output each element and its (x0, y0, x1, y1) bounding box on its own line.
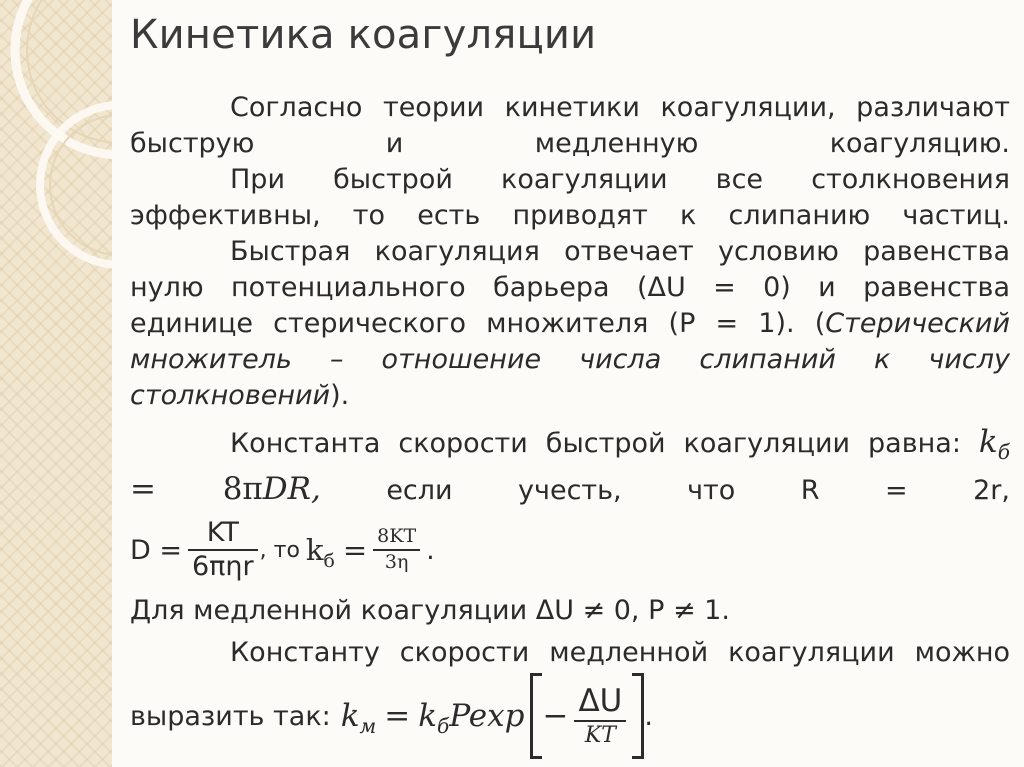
p6-line2 (130, 671, 1010, 761)
p3-line5 (130, 378, 1010, 414)
slide-title: Кинетика коагуляции (130, 12, 597, 58)
k-fast-result: $k_б$ (305, 533, 335, 572)
exp-numerator: ΔU (578, 683, 623, 720)
pexp-term: Pexp (449, 698, 525, 734)
p3-line5-plain: ). (330, 380, 350, 411)
d-fraction (188, 516, 258, 582)
k-fast-equals: = (342, 533, 368, 567)
cond-word-6: 2r, (973, 475, 1010, 506)
exp-fraction (574, 685, 626, 747)
p4-line3 (130, 513, 1010, 587)
k-slow-equals: = (384, 698, 411, 734)
cond-word-3: что (687, 475, 736, 506)
p3-line4-italic: множитель – отношение числа слипаний к числу (130, 344, 1010, 375)
p1-line1: Согласно теории кинетики коагуляции, различают (230, 92, 1010, 123)
to-word: , то (259, 537, 300, 563)
d-fraction-denominator: 6πηr (192, 551, 254, 582)
p5-line: Для медленной коагуляции ΔU ≠ 0, P ≠ 1. (130, 595, 730, 626)
p1-line2: быструю и медленную коагуляцию. (130, 128, 1010, 159)
right-square-bracket (632, 673, 644, 759)
k-fast-factor: $k_б$ (418, 698, 450, 739)
p3-line3 (130, 306, 1010, 342)
p4-line1 (130, 420, 1010, 467)
fast-constant-equation: = 8πDR, (130, 471, 321, 507)
exp-denominator: KT (584, 722, 616, 748)
formula-end: . (644, 700, 653, 732)
p3-line2: нулю потенциального барьера (ΔU = 0) и равенства (130, 272, 1010, 303)
p3-line3-plain: единице стерического множителя (P = 1). ( (130, 308, 826, 339)
fast-constant-block (130, 420, 1010, 587)
p3-line5-italic: столкновений (130, 380, 331, 411)
p6-lead: выразить так: (130, 700, 331, 732)
cond-word-1: если (386, 475, 453, 506)
cond-word-2: учесть, (518, 475, 622, 506)
p4-lead: Константа скорости быстрой коагуляции равна: (230, 428, 961, 459)
p2-line2: эффективны, то есть приводят к слипанию частиц. (130, 200, 1010, 231)
k-fast-fraction (373, 527, 420, 573)
p3-line1: Быстрая коагуляция отвечает условию равенства (230, 236, 1010, 267)
exp-bar (574, 720, 626, 722)
left-square-bracket (530, 673, 542, 759)
k-fast-numerator: 8KT (377, 525, 417, 548)
cond-word-5: = (884, 475, 908, 506)
d-fraction-numerator: KT (206, 516, 239, 548)
minus-sign: − (542, 698, 569, 734)
k-fast-denominator: 3η (384, 551, 409, 573)
slide-body (130, 90, 1010, 761)
exp-bracket (530, 673, 644, 759)
k-fast-symbol: $k_б$ (978, 424, 1010, 465)
k-slow-symbol: $k_м$ (340, 698, 377, 739)
p6-line1: Константу скорости медленной коагуляции можно (230, 637, 1010, 668)
p3-line4 (130, 342, 1010, 378)
d-prefix: D = (130, 534, 182, 566)
p4-line2 (130, 467, 1010, 513)
p2-line1: При быстрой коагуляции все столкновения (230, 164, 1010, 195)
cond-word-4: R (800, 475, 820, 506)
k-fast-end: . (426, 534, 435, 566)
decorative-rings (0, 0, 112, 320)
p3-line3-italic: Стерический (825, 308, 1010, 339)
